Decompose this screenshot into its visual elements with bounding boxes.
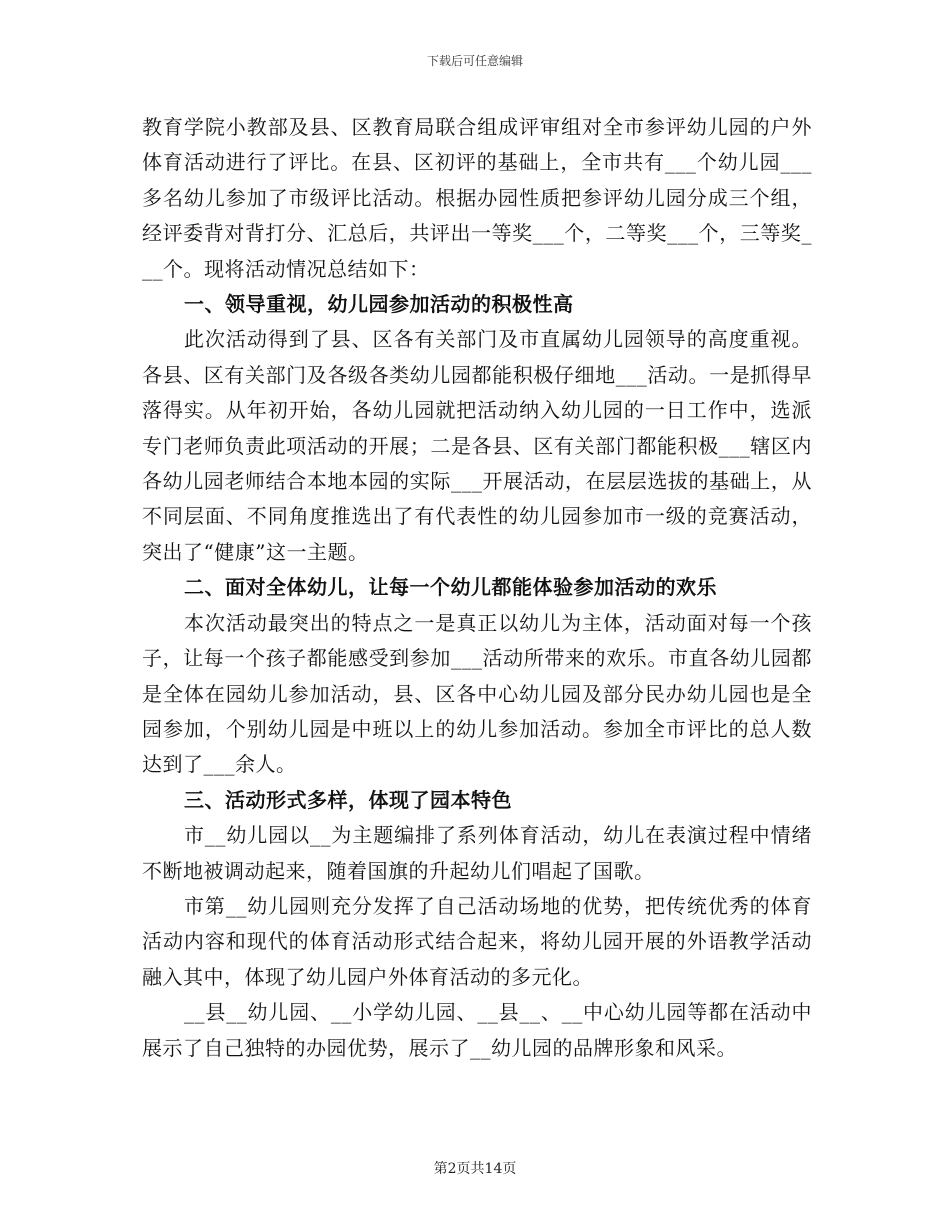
section-heading-2: 二、面对全体幼儿，让每一个幼儿都能体验参加活动的欢乐 bbox=[184, 575, 717, 600]
section-1-paragraph: 此次活动得到了县、区各有关部门及市直属幼儿园领导的高度重视。各县、区有关部门及各级各类幼儿园都能积极仔细地___活动。一是抓得早落得实。从年初开始，各幼儿园就把活动纳入幼儿园的一日工作中，选派专门老师负责此项活动的开展；二是各县、区有关部门都能积极___辖区内各幼儿园老师结合本地本园的实际___开展活动，在层层选拔的基础上，从不同层面、不同角度推选出了有代表性的幼儿园参加市一级的竞赛活动，突出了“健康”这一主题。 bbox=[142, 327, 812, 564]
page-number: 第2页共14页 bbox=[433, 1161, 517, 1177]
document-body bbox=[142, 110, 812, 1066]
section-3-paragraph-1: 市__幼儿园以__为主题编排了系列体育活动，幼儿在表演过程中情绪不断地被调动起来，随着国旗的升起幼儿们唱起了国歌。 bbox=[142, 823, 812, 883]
section-3-paragraph-2: 市第__幼儿园则充分发挥了自己活动场地的优势，把传统优秀的体育活动内容和现代的体育活动形式结合起来，将幼儿园开展的外语教学活动融入其中，体现了幼儿园户外体育活动的多元化。 bbox=[142, 893, 812, 989]
section-2-paragraph: 本次活动最突出的特点之一是真正以幼儿为主体，活动面对每一个孩子，让每一个孩子都能感受到参加___活动所带来的欢乐。市直各幼儿园都是全体在园幼儿参加活动，县、区各中心幼儿园及部分民办幼儿园也是全园参加，个别幼儿园是中班以上的幼儿参加活动。参加全市评比的总人数达到了___余人。 bbox=[142, 610, 812, 777]
intro-paragraph: 教育学院小教部及县、区教育局联合组成评审组对全市参评幼儿园的户外体育活动进行了评比。在县、区初评的基础上，全市共有___个幼儿园___多名幼儿参加了市级评比活动。根据办园性质把参评幼儿园分成三个组，经评委背对背打分、汇总后，共评出一等奖___个，二等奖___个，三等奖___个。现将活动情况总结如下： bbox=[142, 115, 812, 281]
section-heading-3: 三、活动形式多样，体现了园本特色 bbox=[184, 787, 512, 812]
page-header-note: 下载后可任意编辑 bbox=[426, 54, 523, 68]
section-heading-1: 一、领导重视，幼儿园参加活动的积极性高 bbox=[184, 292, 574, 317]
section-3-paragraph-3: __县__幼儿园、__小学幼儿园、__县__、__中心幼儿园等都在活动中展示了自己独特的办园优势，展示了__幼儿园的品牌形象和风采。 bbox=[142, 1000, 812, 1060]
